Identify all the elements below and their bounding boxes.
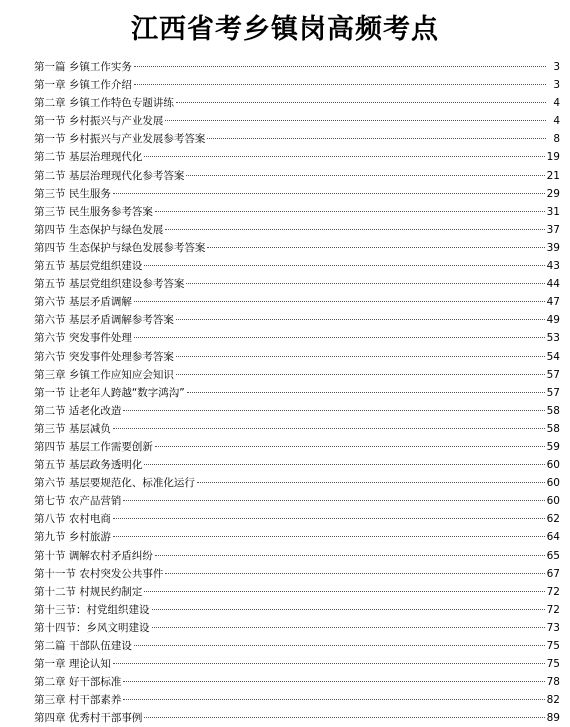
toc-entry-label: 第一节 乡村振兴与产业发展参考答案	[34, 133, 206, 146]
toc-entry-label: 第九节 乡村旅游	[34, 531, 111, 544]
toc-entry-label: 第十四节：乡风文明建设	[34, 621, 150, 634]
toc-entry-label: 第六节 突发事件处理参考答案	[34, 350, 174, 363]
toc-entry-label: 第五节 基层政务透明化	[34, 459, 143, 472]
toc-entry[interactable]	[34, 510, 560, 528]
toc-entry[interactable]	[34, 203, 560, 221]
dot-leader	[113, 428, 545, 429]
toc-entry-label: 第三章 乡镇工作应知应会知识	[34, 368, 174, 381]
toc-entry-label: 第四节 生态保护与绿色发展	[34, 223, 164, 236]
toc-entry[interactable]	[34, 185, 560, 203]
toc-entry[interactable]	[34, 275, 560, 293]
toc-entry-page-number: 62	[546, 513, 560, 526]
toc-entry-page-number: 21	[546, 169, 560, 182]
toc-entry[interactable]	[34, 366, 560, 384]
dot-leader	[123, 699, 544, 700]
toc-entry-page-number: 3	[553, 79, 560, 92]
dot-leader	[113, 536, 545, 537]
toc-entry[interactable]	[34, 619, 560, 637]
dot-leader	[144, 464, 544, 465]
toc-entry-page-number: 4	[553, 115, 560, 128]
dot-leader	[176, 356, 545, 357]
toc-entry-label: 第二节 基层治理现代化	[34, 151, 143, 164]
toc-entry-page-number: 60	[546, 495, 560, 508]
toc-entry[interactable]	[34, 528, 560, 546]
toc-entry-label: 第五节 基层党组织建设参考答案	[34, 278, 185, 291]
toc-entry-label: 第二章 好干部标准	[34, 676, 122, 689]
toc-entry[interactable]	[34, 601, 560, 619]
dot-leader	[176, 102, 546, 103]
toc-entry-page-number: 8	[553, 133, 560, 146]
toc-entry-label: 第五节 基层党组织建设	[34, 260, 143, 273]
dot-leader	[144, 591, 544, 592]
table-of-contents	[34, 58, 560, 727]
toc-entry-page-number: 43	[546, 260, 560, 273]
dot-leader	[155, 446, 545, 447]
toc-entry-label: 第一篇 乡镇工作实务	[34, 61, 132, 73]
toc-entry[interactable]	[34, 474, 560, 492]
toc-entry[interactable]	[34, 637, 560, 655]
toc-entry[interactable]	[34, 673, 560, 691]
toc-entry-page-number: 54	[546, 350, 560, 363]
toc-entry-page-number: 4	[553, 97, 560, 110]
toc-entry-label: 第七节 农产品营销	[34, 495, 122, 508]
toc-entry-label: 第四节 基层工作需要创新	[34, 440, 153, 453]
toc-entry-label: 第四节 生态保护与绿色发展参考答案	[34, 241, 206, 254]
toc-entry[interactable]	[34, 311, 560, 329]
toc-entry-label: 第三节 基层减负	[34, 422, 111, 435]
toc-entry-label: 第二篇 干部队伍建设	[34, 640, 132, 652]
toc-entry-page-number: 78	[546, 676, 560, 689]
toc-entry[interactable]	[34, 691, 560, 709]
toc-entry[interactable]	[34, 76, 560, 94]
toc-entry-page-number: 72	[546, 603, 560, 616]
toc-entry-page-number: 49	[546, 314, 560, 327]
toc-entry-page-number: 39	[546, 241, 560, 254]
toc-entry-page-number: 57	[546, 368, 560, 381]
toc-entry-label: 第六节 基层矛盾调解参考答案	[34, 314, 174, 327]
dot-leader	[144, 265, 544, 266]
dot-leader	[144, 156, 544, 157]
toc-entry[interactable]	[34, 221, 560, 239]
dot-leader	[134, 84, 546, 85]
toc-entry[interactable]	[34, 547, 560, 565]
toc-entry-label: 第六节 基层要规范化、标准化运行	[34, 477, 195, 490]
toc-entry[interactable]	[34, 112, 560, 130]
toc-entry[interactable]	[34, 709, 560, 727]
toc-entry[interactable]	[34, 384, 560, 402]
toc-entry[interactable]	[34, 402, 560, 420]
dot-leader	[186, 175, 544, 176]
toc-entry-page-number: 47	[546, 296, 560, 309]
toc-entry-page-number: 75	[546, 658, 560, 671]
toc-entry-page-number: 37	[546, 223, 560, 236]
toc-entry-label: 第十节 调解农村矛盾纠纷	[34, 549, 153, 562]
toc-entry-label: 第四章 优秀村干部事例	[34, 712, 143, 725]
toc-entry-label: 第二章 乡镇工作特色专题讲练	[34, 97, 174, 110]
dot-leader	[187, 392, 545, 393]
dot-leader	[152, 609, 545, 610]
dot-leader	[123, 500, 544, 501]
dot-leader	[176, 374, 545, 375]
toc-entry-page-number: 72	[546, 585, 560, 598]
toc-entry[interactable]	[34, 257, 560, 275]
dot-leader	[123, 410, 544, 411]
dot-leader	[155, 211, 545, 212]
toc-entry-page-number: 67	[546, 567, 560, 580]
dot-leader	[113, 193, 545, 194]
dot-leader	[186, 283, 544, 284]
toc-entry-page-number: 53	[546, 332, 560, 345]
toc-entry[interactable]	[34, 130, 560, 148]
toc-entry-label: 第十三节：村党组织建设	[34, 603, 150, 616]
toc-entry[interactable]	[34, 655, 560, 673]
toc-entry-page-number: 58	[546, 422, 560, 435]
toc-entry[interactable]	[34, 583, 560, 601]
dot-leader	[207, 138, 546, 139]
toc-entry-label: 第八节 农村电商	[34, 513, 111, 526]
toc-entry-page-number: 57	[546, 386, 560, 399]
toc-entry-label: 第一章 理论认知	[34, 658, 111, 671]
toc-entry[interactable]	[34, 456, 560, 474]
toc-entry[interactable]	[34, 565, 560, 583]
toc-entry-label: 第三节 民生服务	[34, 187, 111, 200]
toc-entry-label: 第三章 村干部素养	[34, 694, 122, 707]
toc-entry-page-number: 31	[546, 205, 560, 218]
toc-entry-label: 第六节 突发事件处理	[34, 332, 132, 345]
dot-leader	[152, 627, 545, 628]
toc-entry-label: 第一节 乡村振兴与产业发展	[34, 115, 164, 128]
toc-entry[interactable]	[34, 293, 560, 311]
dot-leader	[176, 319, 545, 320]
toc-entry-page-number: 3	[553, 61, 560, 73]
toc-entry-page-number: 19	[546, 151, 560, 164]
dot-leader	[123, 681, 544, 682]
dot-leader	[197, 482, 545, 483]
dot-leader	[134, 301, 545, 302]
toc-entry[interactable]	[34, 167, 560, 185]
toc-entry-label: 第二节 适老化改造	[34, 404, 122, 417]
dot-leader	[113, 518, 545, 519]
toc-entry-label: 第十二节 村规民约制定	[34, 585, 143, 598]
toc-entry-page-number: 60	[546, 459, 560, 472]
toc-entry-page-number: 58	[546, 404, 560, 417]
toc-entry[interactable]	[34, 348, 560, 366]
dot-leader	[207, 247, 544, 248]
dot-leader	[144, 717, 544, 718]
toc-entry[interactable]	[34, 492, 560, 510]
toc-entry-page-number: 64	[546, 531, 560, 544]
toc-entry-page-number: 73	[546, 621, 560, 634]
dot-leader	[155, 555, 545, 556]
dot-leader	[134, 337, 545, 338]
toc-entry[interactable]	[34, 329, 560, 347]
dot-leader	[165, 120, 546, 121]
toc-entry-label: 第六节 基层矛盾调解	[34, 296, 132, 309]
toc-entry-page-number: 75	[546, 640, 560, 652]
toc-entry-label: 第一章 乡镇工作介绍	[34, 79, 132, 92]
toc-entry-page-number: 29	[546, 187, 560, 200]
toc-entry[interactable]	[34, 94, 560, 112]
toc-entry-page-number: 89	[546, 712, 560, 725]
toc-entry[interactable]	[34, 438, 560, 456]
toc-entry-label: 第二节 基层治理现代化参考答案	[34, 169, 185, 182]
dot-leader	[134, 645, 545, 646]
toc-entry-page-number: 82	[546, 694, 560, 707]
toc-entry-label: 第三节 民生服务参考答案	[34, 205, 153, 218]
toc-entry[interactable]	[34, 239, 560, 257]
toc-entry[interactable]	[34, 58, 560, 76]
toc-entry-label: 第一节 让老年人跨越“数字鸿沟”	[34, 386, 185, 399]
toc-entry[interactable]	[34, 420, 560, 438]
dot-leader	[165, 573, 544, 574]
toc-entry-page-number: 59	[546, 440, 560, 453]
dot-leader	[165, 229, 544, 230]
dot-leader	[113, 663, 545, 664]
dot-leader	[134, 66, 546, 67]
toc-entry[interactable]	[34, 148, 560, 166]
toc-entry-page-number: 65	[546, 549, 560, 562]
toc-entry-page-number: 60	[546, 477, 560, 490]
page-title: 江西省考乡镇岗高频考点	[131, 14, 439, 45]
toc-entry-label: 第十一节 农村突发公共事件	[34, 567, 164, 580]
toc-entry-page-number: 44	[546, 278, 560, 291]
